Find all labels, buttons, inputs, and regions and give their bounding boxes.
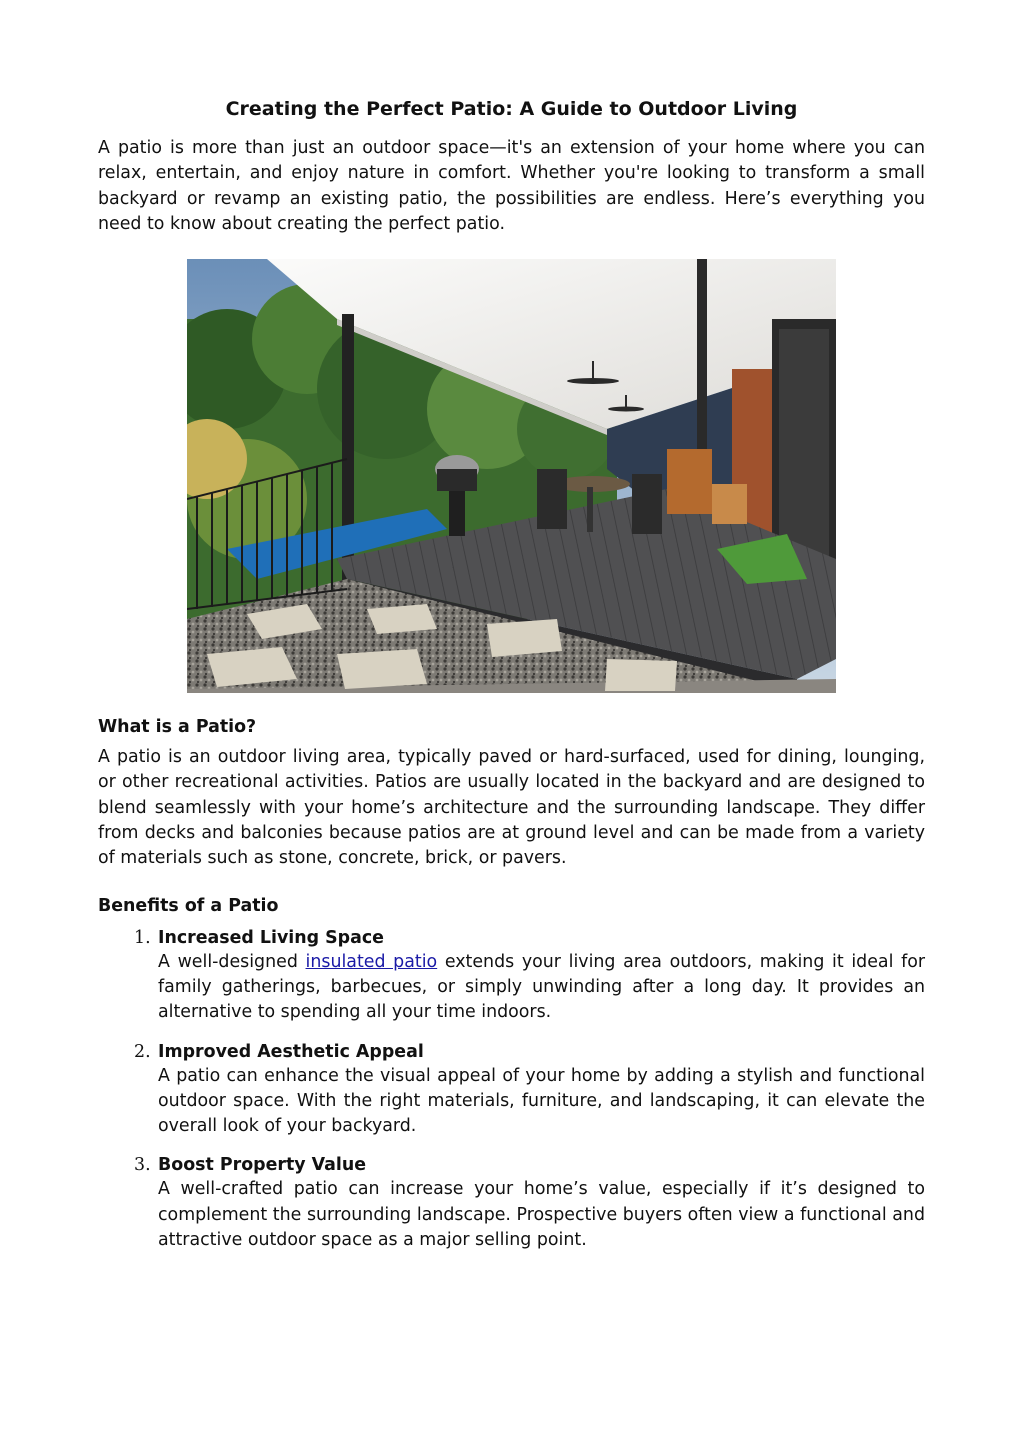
list-number: 3. [134, 1155, 151, 1176]
section-heading: What is a Patio? [98, 717, 257, 738]
list-number: 2. [134, 1041, 151, 1062]
benefit-title: Boost Property Value [158, 1155, 367, 1176]
document-page [98, 96, 925, 1253]
benefit-title: Increased Living Space [158, 927, 384, 948]
benefits-list [98, 926, 925, 1254]
section-what-is-patio [98, 715, 925, 871]
list-item [98, 1040, 925, 1140]
benefit-text: A well-crafted patio can increase your home’s value, especially if it’s designed to complement the surrounding landscape. Prospective buyers often view a functional and attractive outdoor space as a major selling point. [158, 1179, 925, 1251]
section-benefits [98, 894, 925, 1254]
benefit-text: A patio can enhance the visual appeal of your home by adding a stylish and functional outdoor space. With the right materials, furniture, and landscaping, it can elevate the overall look of your backyard. [158, 1065, 925, 1137]
benefit-text [158, 950, 925, 1026]
section-heading: Benefits of a Patio [98, 895, 279, 916]
benefit-text-end: extends your living area outdoors, making it ideal for family gatherings, barbecues, or simply unwinding after a long day. It provides an alternative to spending all your time indoors. [158, 951, 925, 1023]
page-title: Creating the Perfect Patio: A Guide to Outdoor Living [225, 98, 798, 120]
benefit-text-start: A well-designed [158, 951, 306, 972]
list-item [98, 926, 925, 1026]
patio-photo [187, 259, 836, 693]
list-item [98, 1153, 925, 1253]
section-paragraph: A patio is an outdoor living area, typically paved or hard-surfaced, used for dining, lounging, or other recreational activities. Patios are usually located in the backyard and are designed to blend seamlessly with your home’s architecture and the surrounding landscape. They differ from decks and balconies because patios are at ground level and can be made from a variety of materials such as stone, concrete, brick, or pavers. [98, 747, 925, 869]
list-number: 1. [134, 927, 151, 948]
intro-paragraph: A patio is more than just an outdoor space—it's an extension of your home where you can relax, entertain, and enjoy nature in comfort. Whether you're looking to transform a small backyard or revamp an existing patio, the possibilities are endless. Here’s everything you need to know about creating the perfect patio. [98, 138, 925, 234]
benefit-title: Improved Aesthetic Appeal [158, 1041, 424, 1062]
insulated-patio-link[interactable]: insulated patio [305, 951, 438, 972]
